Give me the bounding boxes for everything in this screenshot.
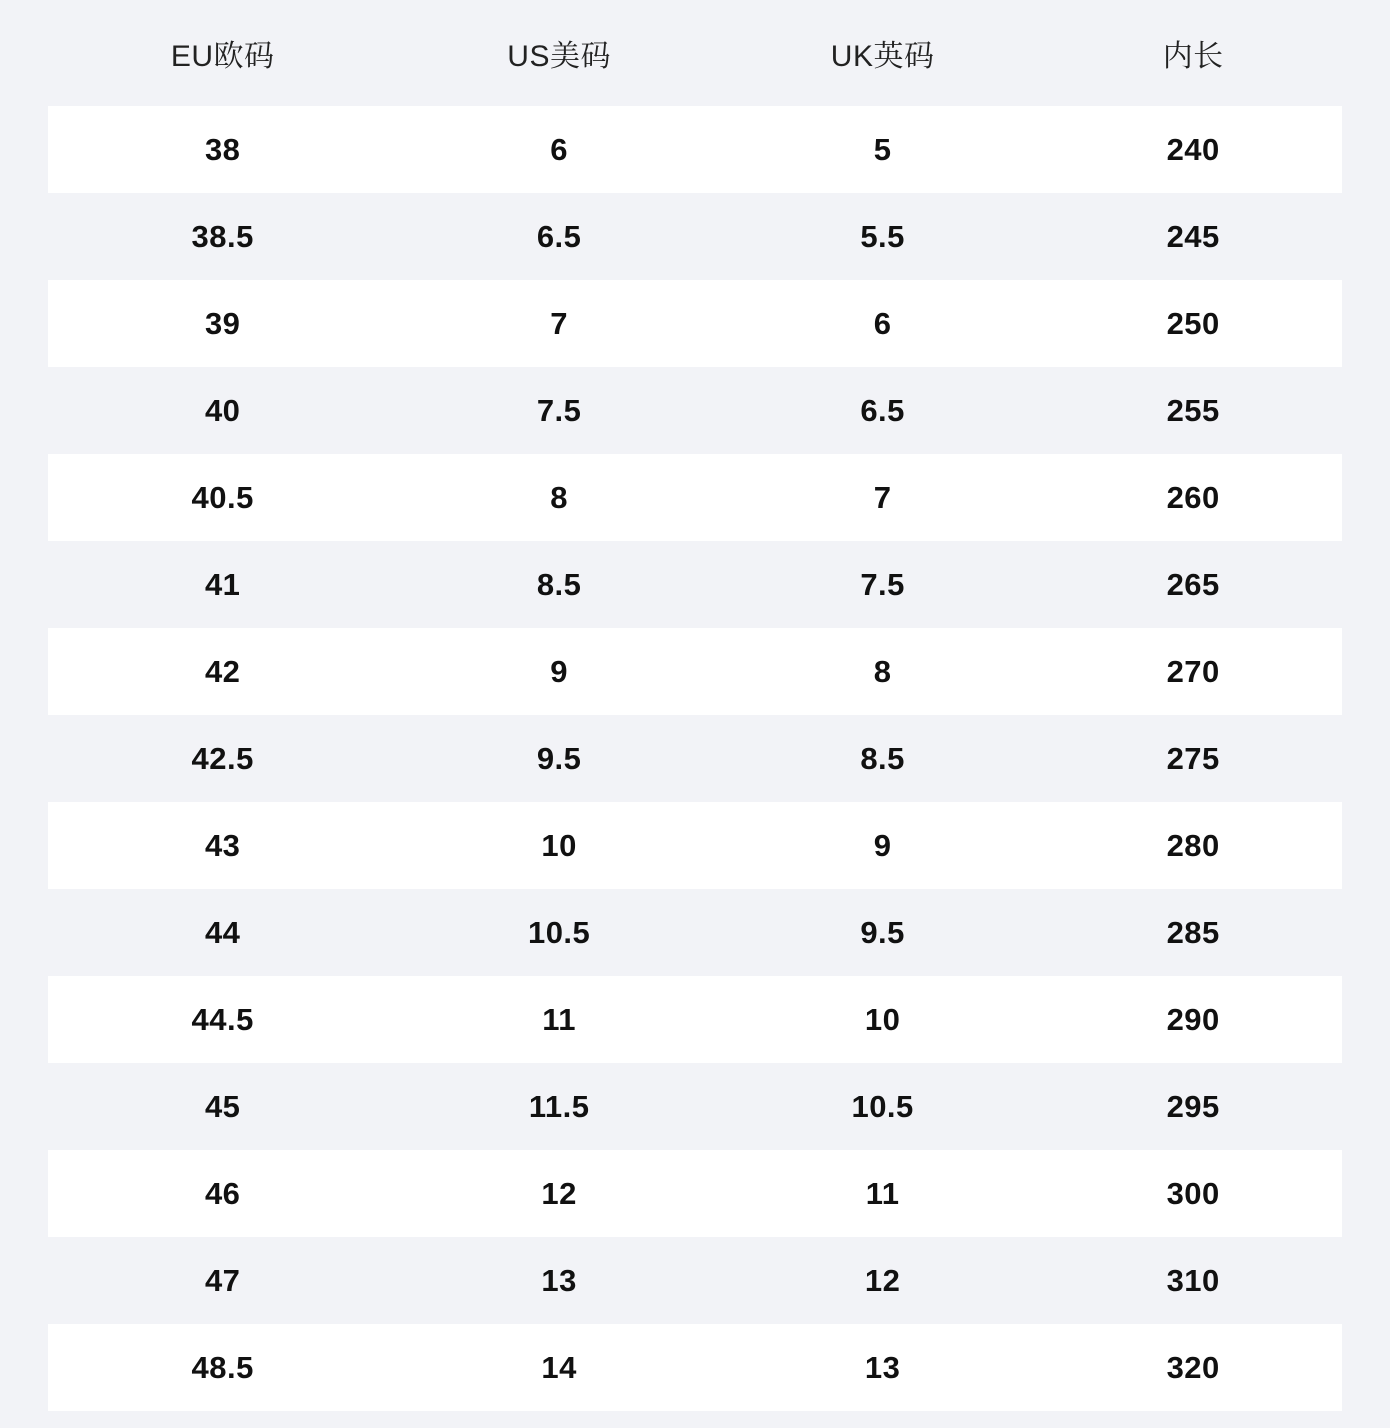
table-row [48,280,1342,367]
cell-uk: 13 [721,1324,1045,1411]
column-header-insole-length: 内长 [1044,0,1342,106]
cell-us: 7 [397,280,721,367]
cell-insole-length: 275 [1044,715,1342,802]
table-row [48,193,1342,280]
table-row [48,802,1342,889]
cell-us: 8 [397,454,721,541]
cell-uk: 5 [721,106,1045,193]
cell-insole-length: 285 [1044,889,1342,976]
table-row [48,106,1342,193]
cell-us: 9 [397,628,721,715]
cell-eu: 46 [48,1150,397,1237]
cell-eu: 42 [48,628,397,715]
cell-us: 12 [397,1150,721,1237]
cell-eu: 42.5 [48,715,397,802]
table-row [48,1237,1342,1324]
cell-insole-length: 290 [1044,976,1342,1063]
table-row [48,1150,1342,1237]
cell-us: 10.5 [397,889,721,976]
cell-insole-length: 255 [1044,367,1342,454]
cell-uk: 6 [721,280,1045,367]
cell-insole-length: 250 [1044,280,1342,367]
cell-eu: 40 [48,367,397,454]
cell-uk: 8.5 [721,715,1045,802]
cell-eu: 45 [48,1063,397,1150]
table-row [48,1063,1342,1150]
cell-us: 11.5 [397,1063,721,1150]
cell-us: 8.5 [397,541,721,628]
table-header-row [48,0,1342,106]
cell-uk: 10 [721,976,1045,1063]
table-row [48,628,1342,715]
cell-uk: 7.5 [721,541,1045,628]
cell-us: 11 [397,976,721,1063]
table-row [48,541,1342,628]
cell-us: 13 [397,1237,721,1324]
table-row [48,976,1342,1063]
cell-insole-length: 320 [1044,1324,1342,1411]
cell-uk: 9.5 [721,889,1045,976]
cell-eu: 40.5 [48,454,397,541]
cell-uk: 8 [721,628,1045,715]
cell-us: 14 [397,1324,721,1411]
table-body [48,106,1342,1411]
bottom-spacer [48,1411,1342,1428]
table-header [48,0,1342,106]
cell-eu: 38 [48,106,397,193]
cell-eu: 44 [48,889,397,976]
cell-us: 6.5 [397,193,721,280]
cell-uk: 6.5 [721,367,1045,454]
cell-eu: 44.5 [48,976,397,1063]
cell-insole-length: 260 [1044,454,1342,541]
size-chart-table [48,0,1342,1411]
cell-insole-length: 265 [1044,541,1342,628]
column-header-us: US美码 [397,0,721,106]
cell-us: 6 [397,106,721,193]
cell-us: 10 [397,802,721,889]
cell-uk: 11 [721,1150,1045,1237]
table-row [48,367,1342,454]
cell-insole-length: 270 [1044,628,1342,715]
cell-eu: 38.5 [48,193,397,280]
cell-eu: 48.5 [48,1324,397,1411]
cell-eu: 47 [48,1237,397,1324]
cell-uk: 7 [721,454,1045,541]
cell-uk: 5.5 [721,193,1045,280]
cell-uk: 9 [721,802,1045,889]
cell-eu: 39 [48,280,397,367]
cell-insole-length: 245 [1044,193,1342,280]
cell-us: 7.5 [397,367,721,454]
table-row [48,889,1342,976]
cell-insole-length: 300 [1044,1150,1342,1237]
table-row [48,1324,1342,1411]
cell-uk: 12 [721,1237,1045,1324]
column-header-uk: UK英码 [721,0,1045,106]
cell-insole-length: 280 [1044,802,1342,889]
table-row [48,715,1342,802]
cell-insole-length: 295 [1044,1063,1342,1150]
table-row [48,454,1342,541]
cell-eu: 43 [48,802,397,889]
cell-uk: 10.5 [721,1063,1045,1150]
cell-eu: 41 [48,541,397,628]
cell-insole-length: 240 [1044,106,1342,193]
cell-insole-length: 310 [1044,1237,1342,1324]
column-header-eu: EU欧码 [48,0,397,106]
cell-us: 9.5 [397,715,721,802]
